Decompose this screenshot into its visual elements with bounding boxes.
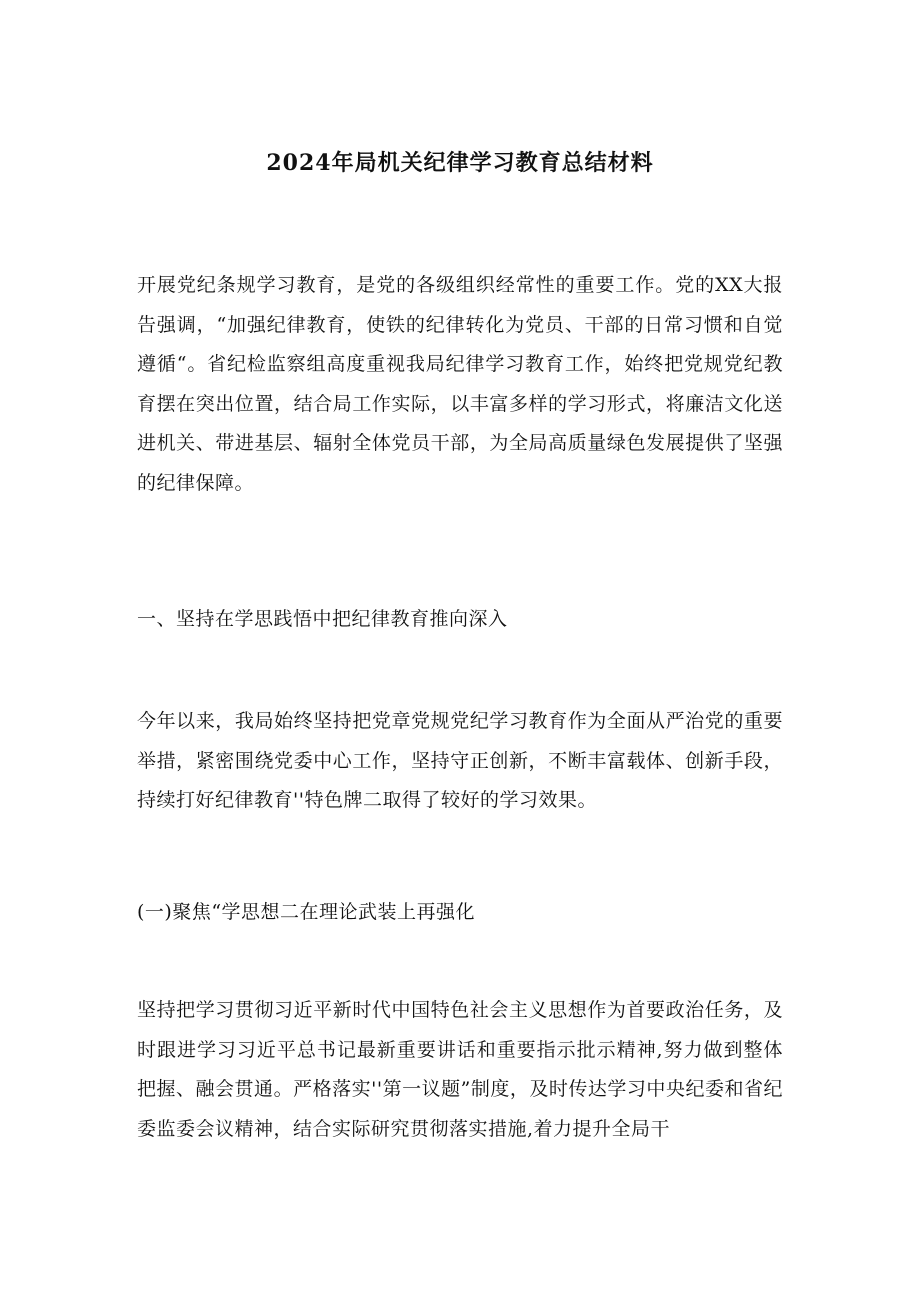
intro-paragraph: 开展党纪条规学习教育，是党的各级组织经常性的重要工作。党的XX大报告强调，“加强纪律教育，使铁的纪律转化为党员、干部的日常习惯和自觉遵循“。省纪检监察组高度重视我局纪律学习教育工作，始终把党规党纪教育摆在突出位置，结合局工作实际，以丰富多样的学习形式，将廉洁文化送进机关、带进基层、辐射全体党员干部，为全局高质量绿色发展提供了坚强的纪律保障。: [137, 274, 783, 494]
document-title: 2024年局机关纪律学习教育总结材料: [266, 150, 654, 176]
subsection-1-heading: (一)聚焦“学思想二在理论武装上再强化: [137, 901, 476, 923]
subsection-1-body: 坚持把学习贯彻习近平新时代中国特色社会主义思想作为首要政治任务，及时跟进学习习近平总书记最新重要讲话和重要指示批示精神,努力做到整体把握、融会贯通。严格落实''第一议题”制度，及时传达学习中央纪委和省纪委监委会议精神，结合实际研究贯彻落实措施,着力提升全局干: [137, 999, 783, 1140]
section-1-body: 今年以来，我局始终坚持把党章党规党纪学习教育作为全面从严治党的重要举措，紧密围绕党委中心工作，坚持守正创新，不断丰富载体、创新手段，持续打好纪律教育''特色牌二取得了较好的学习效果。: [137, 710, 783, 812]
section-1-heading: 一、坚持在学思践悟中把纪律教育推向深入: [137, 608, 508, 630]
